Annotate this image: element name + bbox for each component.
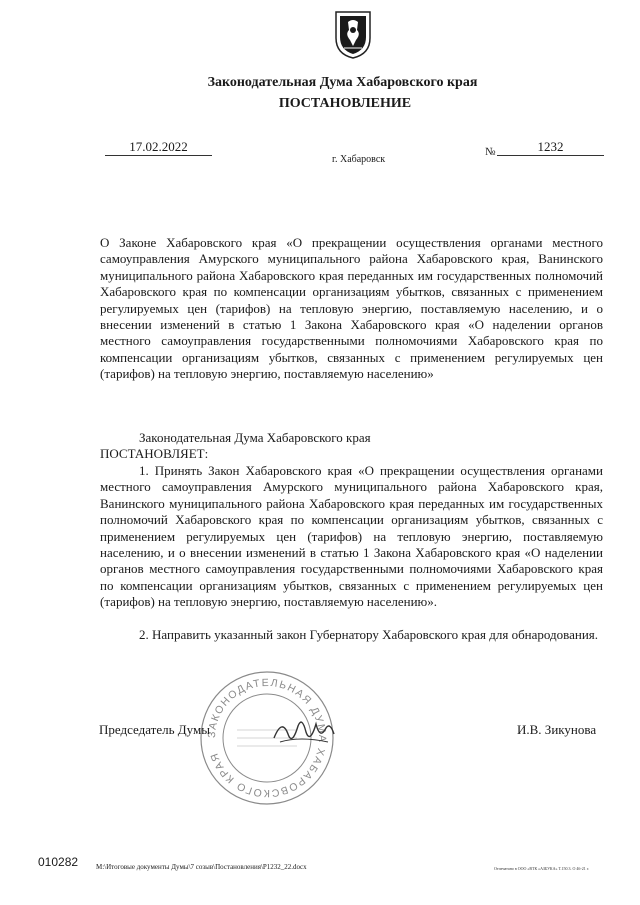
document-date: 17.02.2022 — [105, 139, 212, 156]
document-type: ПОСТАНОВЛЕНИЕ — [278, 96, 412, 111]
footer-registration-code: 010282 — [38, 855, 79, 869]
document-title: О Законе Хабаровского края «О прекращении осуществления органами местного самоуправления Амурского муниципального района Хабаровского края, Ванинского муниципального района Хабаровского края переданных им государственных полномочий Хабаровского края по компенсации организациям убытков, связанных с применением регулируемых цен (тарифов) на тепловую энергию, поставляемую населению, и о внесении изменений в статью 1 Закона Хабаровского края «О наделении органов местного самоуправления государственными полномочиями Хабаровского края по компенсации организациям убытков, связанных с применением регулируемых цен (тарифов) на тепловую энергию, поставляемую населению» — [100, 235, 603, 382]
document-city: г. Хабаровск — [332, 154, 386, 165]
handwritten-signature — [270, 712, 338, 752]
footer-file-path: M:\Итоговые документы Думы\7 созыв\Постановления\P1232_22.docx — [96, 863, 307, 871]
number-sign: № — [485, 146, 496, 158]
organization-name: Законодательная Дума Хабаровского края — [207, 75, 478, 90]
footer-print-info: Отпечатано в ООО «ВТК «АЗБУКА» Т.150.3. О 46-21 г. — [494, 866, 589, 871]
document-number: 1232 — [497, 139, 604, 156]
preamble-resolves: ПОСТАНОВЛЯЕТ: — [100, 446, 209, 461]
preamble-authority: Законодательная Дума Хабаровского края — [139, 430, 371, 445]
stamp-ring-text: ЗАКОНОДАТЕЛЬНАЯ ДУМА ХАБАРОВСКОГО КРАЯ — [205, 676, 329, 800]
resolution-item-1: 1. Принять Закон Хабаровского края «О прекращении осуществления органами местного самоуправления Амурского муниципального района Хабаровского края, Ванинского муниципального района Хабаровского края переданных им государственных полномочий Хабаровского края по компенсации организациям убытков, связанных с применением регулируемых цен (тарифов) на тепловую энергию, поставляемую населению, и о внесении изменений в статью 1 Закона Хабаровского края «О наделении органов местного самоуправления государственными полномочиями Хабаровского края по компенсации организациям убытков, связанных с применением регулируемых цен (тарифов) на тепловую энергию, поставляемую населению». — [100, 463, 603, 610]
coat-of-arms-emblem — [332, 8, 374, 60]
signatory-name: И.В. Зикунова — [517, 722, 597, 737]
resolution-item-2: 2. Направить указанный закон Губернатору Хабаровского края для обнародования. — [139, 627, 599, 642]
signatory-title: Председатель Думы — [99, 722, 210, 737]
